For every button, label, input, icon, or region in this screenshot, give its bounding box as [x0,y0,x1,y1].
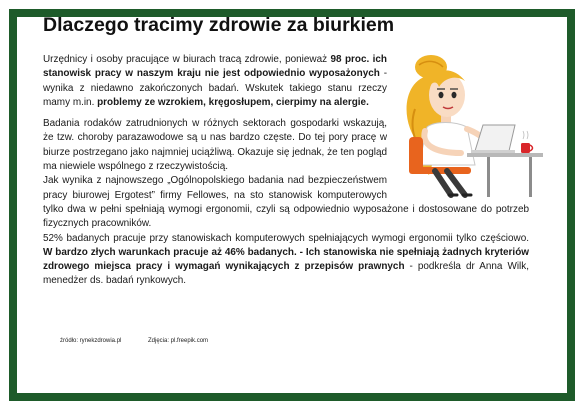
paragraph-ergotest: Jak wynika z najnowszego „Ogólnopolskiego badania nad bezpieczeństwem pracy biurowej Ergotest” firmy Fellowes, na sto stanowisk komputerowych tylko dwa w pełni spełniają wymogi ergonomii, czyli są odpowiednio wyposażone i dostosowane do potrzeb fizycznych pracowników. [43,175,529,230]
paragraph-intro: Urzędnicy i osoby pracujące w biurach tracą zdrowie, ponieważ 98 proc. ich stanowisk pracy w naszym kraju nie jest odpowiednio wyposażonych - wynika z niedawno zakończonych badań. Wskutek takiego stanu rzeczy mamy m.in. problemy ze wzrokiem, kręgosłupem, cierpimy na alergie. [43,54,387,108]
desk [467,153,543,157]
laptop [475,125,515,151]
article-title: Dlaczego tracimy zdrowie za biurkiem [43,14,395,36]
paragraph-statistics: 52% badanych pracuje przy stanowiskach komputerowych spełniających wymogi ergonomii tylko częściowo. W bardzo złych warunkach pracuje aż 46% badanych. - Ich stanowiska nie spełniają żadnych kryteriów zdrowego miejsca pracy i wymagań wynikających z przepisów prawnych - podkreśla dr Anna Wilk, menedżer ds. badań rynkowych. [43,232,529,287]
coffee-mug [521,143,530,153]
source-credit: źródło: rynekzdrowia.pl [60,338,122,344]
paragraph-research: Badania rodaków zatrudnionych w różnych sektorach gospodarki wskazują, że tzw. choroby parazawodowe są u nas bardzo częste. Do tej pory pracę w biurze postrzegano jako najmniej uciążliwą. Okazuje się jednak, że ten pogląd ma niewiele wspólnego z rzeczywistością. [43,118,387,173]
woman-at-laptop-illustration [391,53,543,199]
photo-credit: Zdjęcia: pl.freepik.com [148,338,209,344]
article-body [43,53,529,289]
